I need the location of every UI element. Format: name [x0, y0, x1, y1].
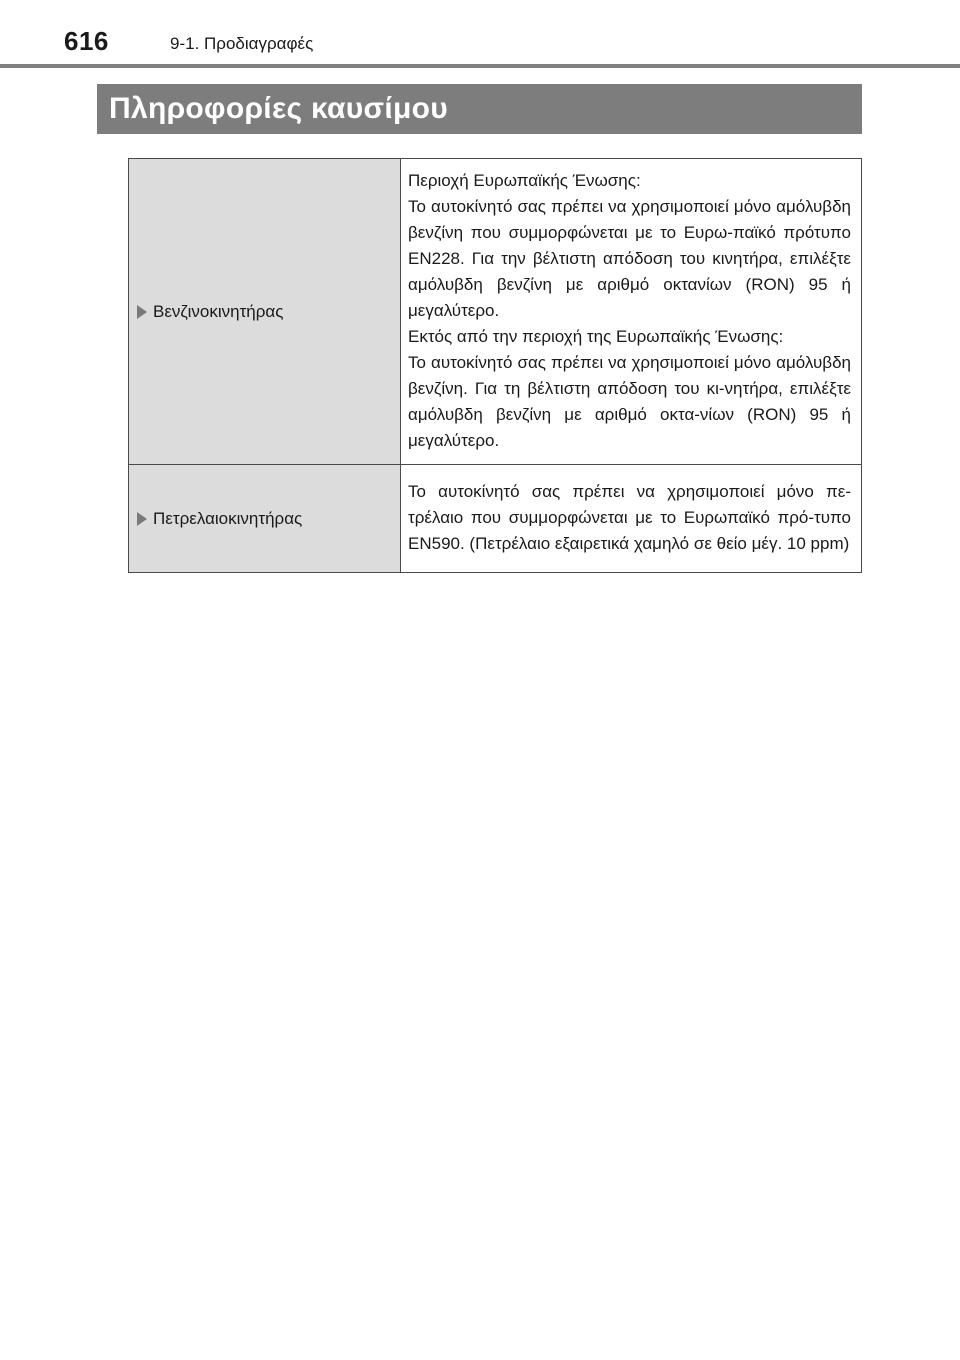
fuel-requirement-text-non-eu: Το αυτοκίνητό σας πρέπει να χρησιμοποιεί μόνο αμόλυβδη βενζίνη. Για τη βέλτιστη απόδοση του κι-νητήρα, επιλέξτε αμόλυβδη βενζίνη με αριθμό οκτα-νίων (RON) 95 ή μεγαλύτερο. — [408, 353, 851, 450]
engine-type-cell — [129, 465, 401, 573]
section-banner — [97, 84, 862, 134]
triangle-bullet-icon — [137, 305, 147, 319]
fuel-description-cell — [401, 159, 862, 465]
region-heading-non-eu: Εκτός από την περιοχή της Ευρωπαϊκής Ένωσης: — [408, 327, 784, 346]
fuel-description-cell — [401, 465, 862, 573]
region-heading-eu: Περιοχή Ευρωπαϊκής Ένωσης: — [408, 171, 641, 190]
table-row-diesel-engine — [129, 465, 862, 573]
engine-type-label: Πετρελαιοκινητήρας — [153, 508, 303, 528]
fuel-requirement-text-diesel: Το αυτοκίνητό σας πρέπει να χρησιμοποιεί μόνο πε-τρέλαιο που συμμορφώνεται με το Ευρωπαϊκό πρό-τυπο EN590. (Πετρέλαιο εξαιρετικά χαμηλό σε θείο μέγ. 10 ppm) — [408, 482, 851, 553]
engine-type-cell — [129, 159, 401, 465]
chapter-title: 9-1. Προδιαγραφές — [170, 34, 314, 53]
header-divider — [0, 64, 960, 68]
table-row-petrol-engine — [129, 159, 862, 465]
section-title: Πληροφορίες καυσίμου — [109, 92, 449, 125]
page-number: 616 — [64, 26, 109, 56]
fuel-info-table — [128, 158, 862, 573]
engine-type-label: Βενζινοκινητήρας — [153, 301, 284, 321]
triangle-bullet-icon — [137, 512, 147, 526]
fuel-requirement-text-eu: Το αυτοκίνητό σας πρέπει να χρησιμοποιεί μόνο αμόλυβδη βενζίνη που συμμορφώνεται με το Ευρω-παϊκό πρότυπο EN228. Για την βέλτιστη απόδοση του κινητήρα, επιλέξτε αμόλυβδη βενζίνη με αριθμό οκτανίων (RON) 95 ή μεγαλύτερο. — [408, 197, 851, 320]
